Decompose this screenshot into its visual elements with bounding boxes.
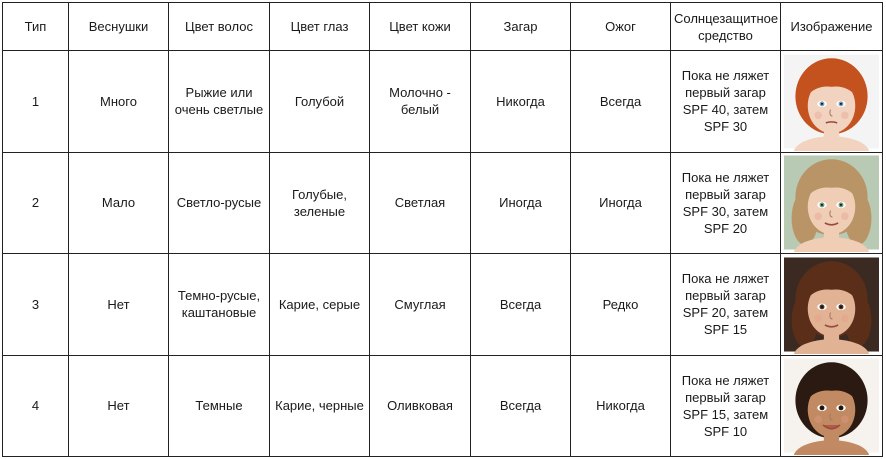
header-eye-color: Цвет глаз	[270, 3, 370, 51]
child-portrait-dark-hair-icon-svg	[784, 356, 879, 455]
cell-tan: Никогда	[471, 51, 571, 153]
child-portrait-dark-hair-icon	[784, 356, 879, 457]
cell-eye-color: Карие, черные	[270, 355, 370, 457]
cell-image	[781, 152, 883, 254]
header-image: Изображение	[781, 3, 883, 51]
header-skin-color: Цвет кожи	[370, 3, 471, 51]
header-row	[3, 3, 883, 51]
header-tan: Загар	[471, 3, 571, 51]
cell-skin-color: Молочно - белый	[370, 51, 471, 153]
child-portrait-chestnut-hair-icon-svg	[784, 255, 879, 354]
cell-type: 2	[3, 152, 69, 254]
child-portrait-red-hair-icon	[784, 51, 879, 152]
cell-sunscreen: Пока не ляжет первый загар SPF 15, затем SPF 10	[671, 355, 781, 457]
cell-type: 4	[3, 355, 69, 457]
header-type: Тип	[3, 3, 69, 51]
cell-burn: Всегда	[571, 51, 671, 153]
table-row	[3, 254, 883, 356]
cell-hair-color: Светло-русые	[169, 152, 270, 254]
table-row	[3, 152, 883, 254]
child-portrait-red-hair-icon-svg	[784, 52, 879, 151]
cell-sunscreen: Пока не ляжет первый загар SPF 40, затем SPF 30	[671, 51, 781, 153]
cell-tan: Всегда	[471, 355, 571, 457]
header-burn: Ожог	[571, 3, 671, 51]
cell-eye-color: Голубые, зеленые	[270, 152, 370, 254]
child-portrait-light-brown-hair-icon	[784, 153, 879, 254]
cell-hair-color: Темные	[169, 355, 270, 457]
cell-type: 1	[3, 51, 69, 153]
cell-burn: Редко	[571, 254, 671, 356]
cell-sunscreen: Пока не ляжет первый загар SPF 20, затем SPF 15	[671, 254, 781, 356]
table-row	[3, 51, 883, 153]
cell-image	[781, 51, 883, 153]
cell-skin-color: Смуглая	[370, 254, 471, 356]
child-portrait-light-brown-hair-icon-svg	[784, 153, 879, 252]
cell-sunscreen: Пока не ляжет первый загар SPF 30, затем SPF 20	[671, 152, 781, 254]
cell-freckles: Мало	[69, 152, 169, 254]
header-freckles: Веснушки	[69, 3, 169, 51]
child-portrait-chestnut-hair-icon	[784, 254, 879, 355]
cell-image	[781, 254, 883, 356]
cell-eye-color: Голубой	[270, 51, 370, 153]
cell-freckles: Много	[69, 51, 169, 153]
header-hair-color: Цвет волос	[169, 3, 270, 51]
skin-phototype-table	[2, 2, 883, 457]
header-sunscreen: Солнцезащитное средство	[671, 3, 781, 51]
cell-skin-color: Светлая	[370, 152, 471, 254]
table-row	[3, 355, 883, 457]
cell-freckles: Нет	[69, 254, 169, 356]
cell-tan: Всегда	[471, 254, 571, 356]
cell-eye-color: Карие, серые	[270, 254, 370, 356]
cell-burn: Никогда	[571, 355, 671, 457]
cell-skin-color: Оливковая	[370, 355, 471, 457]
cell-image	[781, 355, 883, 457]
cell-type: 3	[3, 254, 69, 356]
cell-hair-color: Рыжие или очень светлые	[169, 51, 270, 153]
cell-burn: Иногда	[571, 152, 671, 254]
cell-tan: Иногда	[471, 152, 571, 254]
cell-freckles: Нет	[69, 355, 169, 457]
cell-hair-color: Темно-русые, каштановые	[169, 254, 270, 356]
